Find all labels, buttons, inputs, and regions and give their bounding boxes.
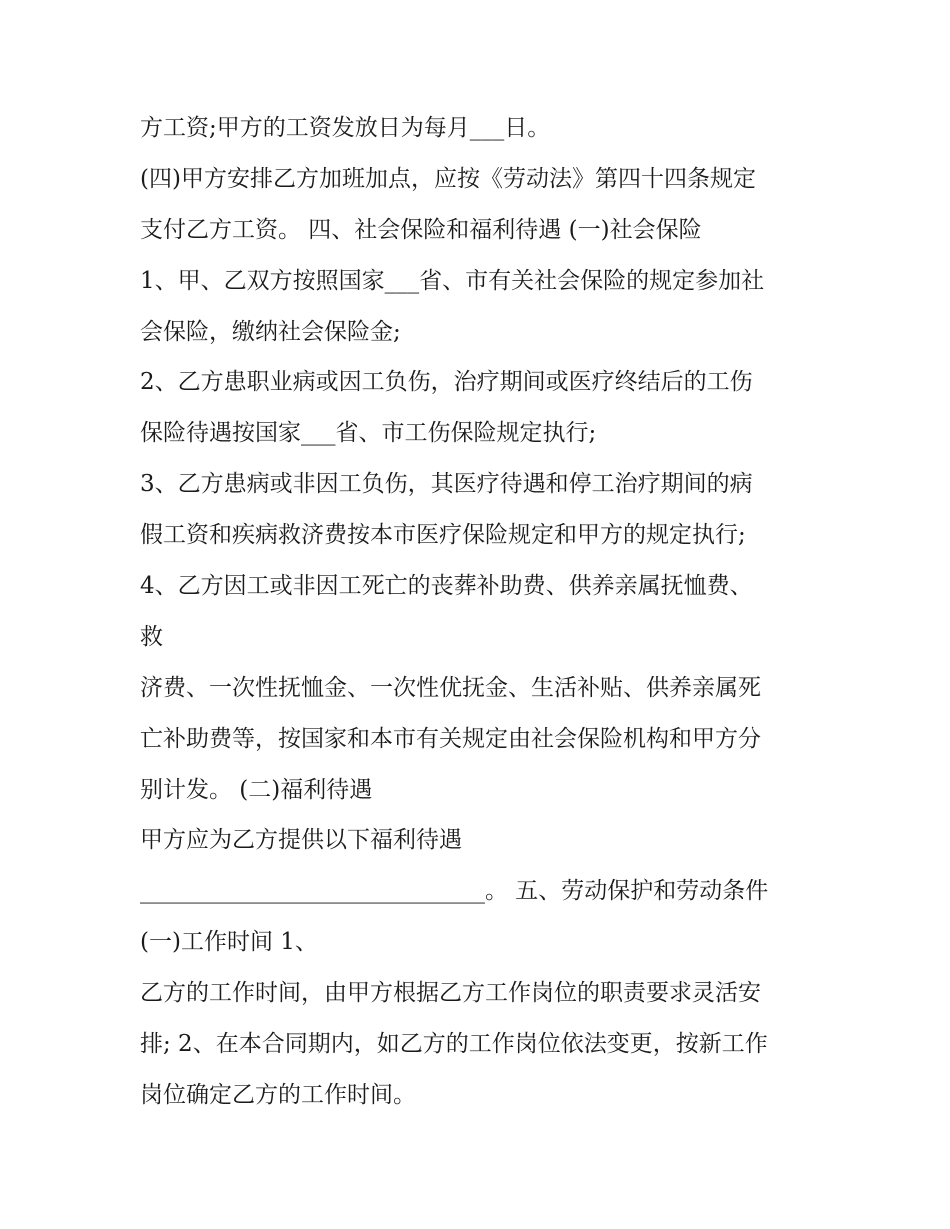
text-line: 排; 2、在本合同期内，如乙方的工作岗位依法变更，按新工作 [140,1031,768,1058]
document-body [140,103,820,1121]
text-line: (一)工作时间 1、 [140,929,318,956]
text-line: 保险待遇按国家___省、市工伤保险规定执行; [140,420,597,447]
text-line: 别计发。 (二)福利待遇 [140,776,373,803]
text-line: 2、乙方患职业病或因工负伤，治疗期间或医疗终结后的工伤 [140,369,753,396]
text-line: 1、甲、乙双方按照国家___省、市有关社会保险的规定参加社 [140,267,765,294]
text-line: 3、乙方患病或非因工负伤，其医疗待遇和停工治疗期间的病 [140,471,753,498]
text-line: 4、乙方因工或非因工死亡的丧葬补助费、供养亲属抚恤费、 [140,573,753,600]
text-line: 甲方应为乙方提供以下福利待遇 [140,827,462,854]
text-line: 会保险，缴纳社会保险金; [140,318,401,345]
text-line: (四)甲方安排乙方加班加点，应按《劳动法》第四十四条规定 [140,165,756,192]
text-line: 岗位确定乙方的工作时间。 [140,1081,416,1108]
text-line: 救 [140,623,163,650]
text-line: ______________________________。 五、劳动保护和劳动条件 [140,878,769,905]
text-line: 济费、一次性抚恤金、一次性优抚金、生活补贴、供养亲属死 [140,674,761,701]
text-line: 方工资;甲方的工资发放日为每月___日。 [140,115,551,141]
text-line: 支付乙方工资。 四、社会保险和福利待遇 (一)社会保险 [140,216,702,243]
text-line: 假工资和疾病救济费按本市医疗保险规定和甲方的规定执行; [140,522,746,549]
text-line: 亡补助费等，按国家和本市有关规定由社会保险机构和甲方分 [140,725,761,752]
text-line: 乙方的工作时间，由甲方根据乙方工作岗位的职责要求灵活安 [140,980,761,1007]
